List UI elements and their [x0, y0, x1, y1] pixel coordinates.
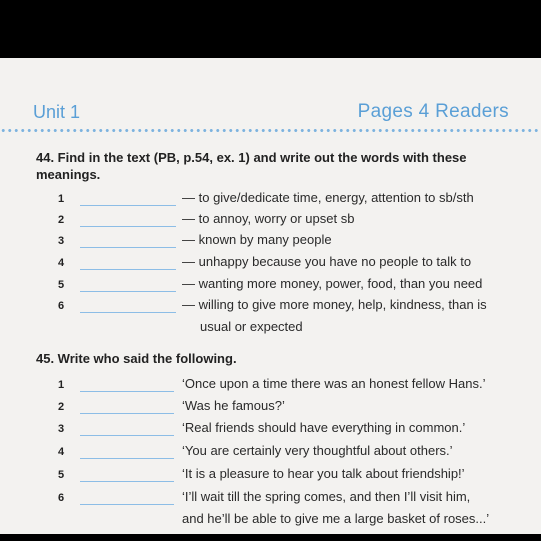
item-number: 4: [58, 446, 65, 458]
quote-text: ‘I’ll wait till the spring comes, and then I’ll visit him,: [182, 489, 471, 504]
dotted-divider: [0, 128, 541, 133]
photo-edge: [0, 534, 541, 541]
answer-blank[interactable]: [80, 481, 174, 482]
task-44-title-line1: 44. Find in the text (PB, p.54, ex. 1) and write out the words with these: [36, 150, 467, 165]
answer-blank[interactable]: [80, 291, 176, 292]
quote-text: ‘Once upon a time there was an honest fellow Hans.’: [182, 376, 486, 391]
item-number: 3: [58, 235, 65, 247]
item-definition: — willing to give more money, help, kindness, than is: [182, 297, 487, 312]
quote-text: ‘Was he famous?’: [182, 398, 285, 413]
answer-blank[interactable]: [80, 413, 174, 414]
answer-blank[interactable]: [80, 247, 176, 248]
unit-label: Unit 1: [33, 102, 81, 122]
answer-blank[interactable]: [80, 226, 176, 227]
item-number: 2: [58, 214, 65, 226]
item-number: 3: [58, 423, 65, 435]
item-number: 5: [58, 469, 65, 481]
answer-blank[interactable]: [80, 391, 174, 392]
answer-blank[interactable]: [80, 312, 176, 313]
workbook-page: [0, 58, 541, 534]
quote-text-continued: and he’ll be able to give me a large basket of roses...’: [182, 511, 490, 526]
quote-text: ‘It is a pleasure to hear you talk about friendship!’: [182, 466, 465, 481]
book-title: Pages 4 Readers: [357, 101, 509, 122]
answer-blank[interactable]: [80, 269, 176, 270]
answer-blank[interactable]: [80, 504, 174, 505]
item-definition: — to give/dedicate time, energy, attention to sb/sth: [182, 190, 474, 205]
item-number: 1: [58, 193, 65, 205]
task-45-title: 45. Write who said the following.: [36, 351, 237, 366]
item-number: 2: [58, 401, 65, 413]
item-number: 5: [58, 279, 65, 291]
answer-blank[interactable]: [80, 435, 174, 436]
answer-blank[interactable]: [80, 205, 176, 206]
item-definition: — to annoy, worry or upset sb: [182, 211, 355, 226]
item-definition: — wanting more money, power, food, than you need: [182, 276, 483, 291]
quote-text: ‘Real friends should have everything in common.’: [182, 420, 466, 435]
item-number: 6: [58, 492, 65, 504]
item-number: 6: [58, 300, 65, 312]
answer-blank[interactable]: [80, 458, 174, 459]
task-44-title-line2: meanings.: [36, 167, 101, 182]
item-definition: — known by many people: [182, 232, 332, 247]
item-definition: — unhappy because you have no people to talk to: [182, 254, 472, 269]
item-number: 1: [58, 379, 65, 391]
item-definition-continued: usual or expected: [200, 319, 303, 334]
quote-text: ‘You are certainly very thoughtful about others.’: [182, 443, 453, 458]
item-number: 4: [58, 257, 65, 269]
